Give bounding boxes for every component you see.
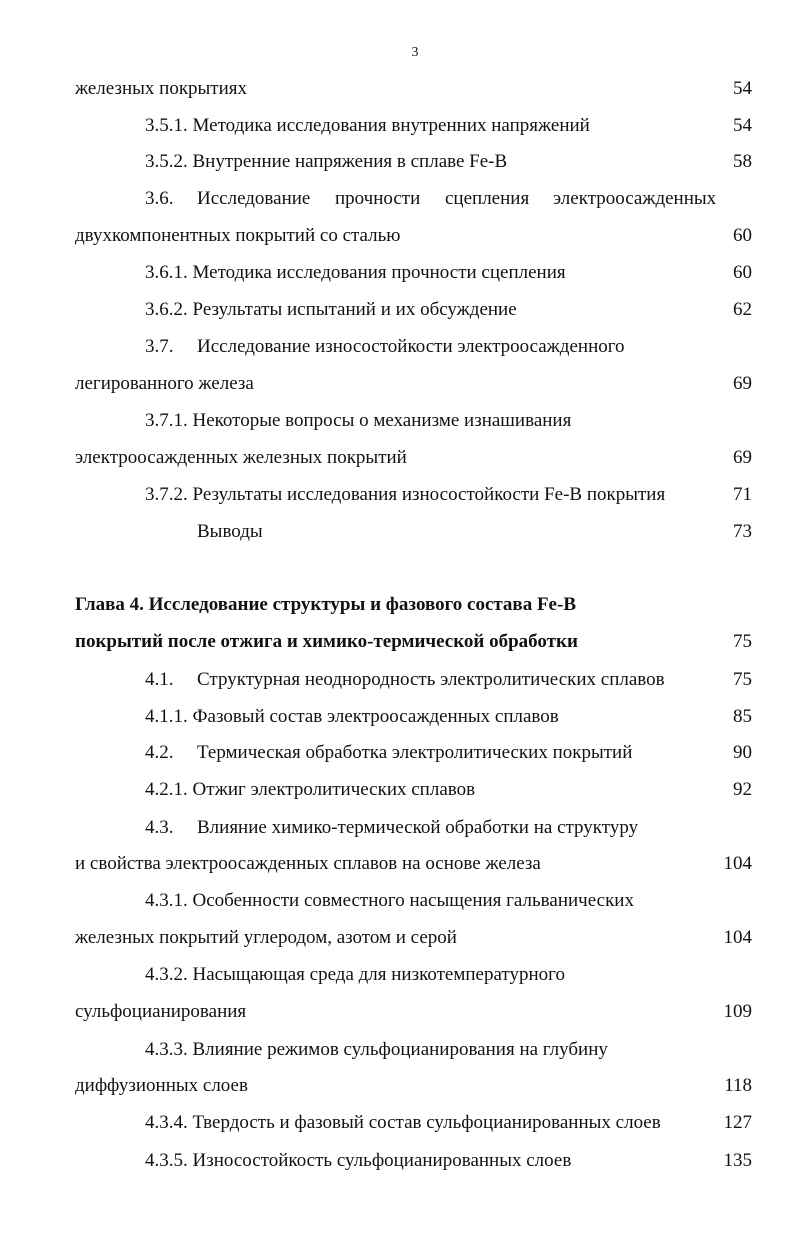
toc-entry-page: 69 [733, 447, 752, 468]
toc-entry-number: 3.6. [145, 188, 174, 209]
toc-entry-page: 104 [723, 853, 752, 874]
toc-entry-text: железных покрытиях [75, 78, 248, 99]
toc-entry-number: 4.1. [145, 669, 174, 690]
toc-entry-page: 75 [733, 669, 752, 690]
toc-entry-text: Исследование износостойкости электроосажденного [197, 336, 625, 357]
toc-entry-number: 4.2. [145, 742, 174, 763]
toc-entry-text: 4.3.3. Влияние режимов сульфоцианирования на глубину [145, 1039, 608, 1060]
toc-entry-text: 3.5.1. Методика исследования внутренних напряжений [145, 115, 590, 136]
toc-entry-text: 4.3.2. Насыщающая среда для низкотемпературного [145, 964, 565, 985]
toc-entry-page: 109 [723, 1001, 752, 1022]
toc-entry-page: 54 [733, 78, 752, 99]
toc-entry-text: 4.1.1. Фазовый состав электроосажденных сплавов [145, 706, 559, 727]
chapter-heading: Глава 4. Исследование структуры и фазового состава Fe-B [75, 594, 576, 615]
toc-entry-page: 60 [733, 262, 752, 283]
toc-entry-text: 3.7.2. Результаты исследования износостойкости Fe-B покрытия [145, 484, 666, 505]
toc-entry-page: 58 [733, 151, 752, 172]
toc-entry-page: 73 [733, 521, 752, 542]
toc-entry-number: 3.7. [145, 336, 174, 357]
toc-entry-text: Выводы [197, 521, 263, 542]
chapter-heading: покрытий после отжига и химико-термической обработки [75, 631, 578, 652]
toc-entry-number: 4.3. [145, 817, 174, 838]
toc-entry-page: 127 [723, 1112, 752, 1133]
toc-entry-page: 90 [733, 742, 752, 763]
toc-entry-text: 3.6.2. Результаты испытаний и их обсуждение [145, 299, 517, 320]
toc-entry-text: 4.3.1. Особенности совместного насыщения гальванических [145, 890, 634, 911]
toc-entry-page: 135 [723, 1150, 752, 1171]
toc-entry-text: электроосажденных железных покрытий [75, 447, 407, 468]
toc-entry-text: 3.6.1. Методика исследования прочности сцепления [145, 262, 566, 283]
toc-entry-word: электроосажденных [553, 188, 717, 209]
toc-entry-word: Исследование [197, 188, 311, 209]
toc-entry-text: 3.5.2. Внутренние напряжения в сплаве Fe-B [145, 151, 508, 172]
toc-entry-page: 71 [733, 484, 752, 505]
toc-entry-page: 60 [733, 225, 752, 246]
toc-entry-text: 3.7.1. Некоторые вопросы о механизме изнашивания [145, 410, 572, 431]
toc-entry-text: 4.3.5. Износостойкость сульфоцианированных слоев [145, 1150, 572, 1171]
toc-entry-text: диффузионных слоев [75, 1075, 248, 1096]
toc-entry-page: 62 [733, 299, 752, 320]
toc-entry-text: Влияние химико-термической обработки на структуру [197, 817, 639, 838]
toc-entry-word: прочности [335, 188, 421, 209]
toc-entry-text: двухкомпонентных покрытий со сталью [75, 225, 401, 246]
toc-entry-text: Термическая обработка электролитических покрытий [197, 742, 633, 763]
page-number: 3 [411, 45, 419, 60]
toc-entry-text: железных покрытий углеродом, азотом и серой [75, 927, 457, 948]
toc-entry-text: 4.3.4. Твердость и фазовый состав сульфоцианированных слоев [145, 1112, 661, 1133]
toc-entry-word: сцепления [445, 188, 530, 209]
toc-entry-text: Структурная неоднородность электролитических сплавов [197, 669, 665, 690]
toc-entry-page: 118 [724, 1075, 752, 1096]
toc-entry-page: 85 [733, 706, 752, 727]
toc-entry-page: 54 [733, 115, 752, 136]
toc-entry-text: сульфоцианирования [75, 1001, 247, 1022]
toc-entry-text: легированного железа [75, 373, 254, 394]
toc-entry-text: и свойства электроосажденных сплавов на основе железа [75, 853, 541, 874]
toc-entry-page: 69 [733, 373, 752, 394]
toc-entry-text: 4.2.1. Отжиг электролитических сплавов [145, 779, 476, 800]
toc-entry-page: 92 [733, 779, 752, 800]
toc-entry-page: 75 [733, 631, 752, 652]
toc-entry-page: 104 [723, 927, 752, 948]
